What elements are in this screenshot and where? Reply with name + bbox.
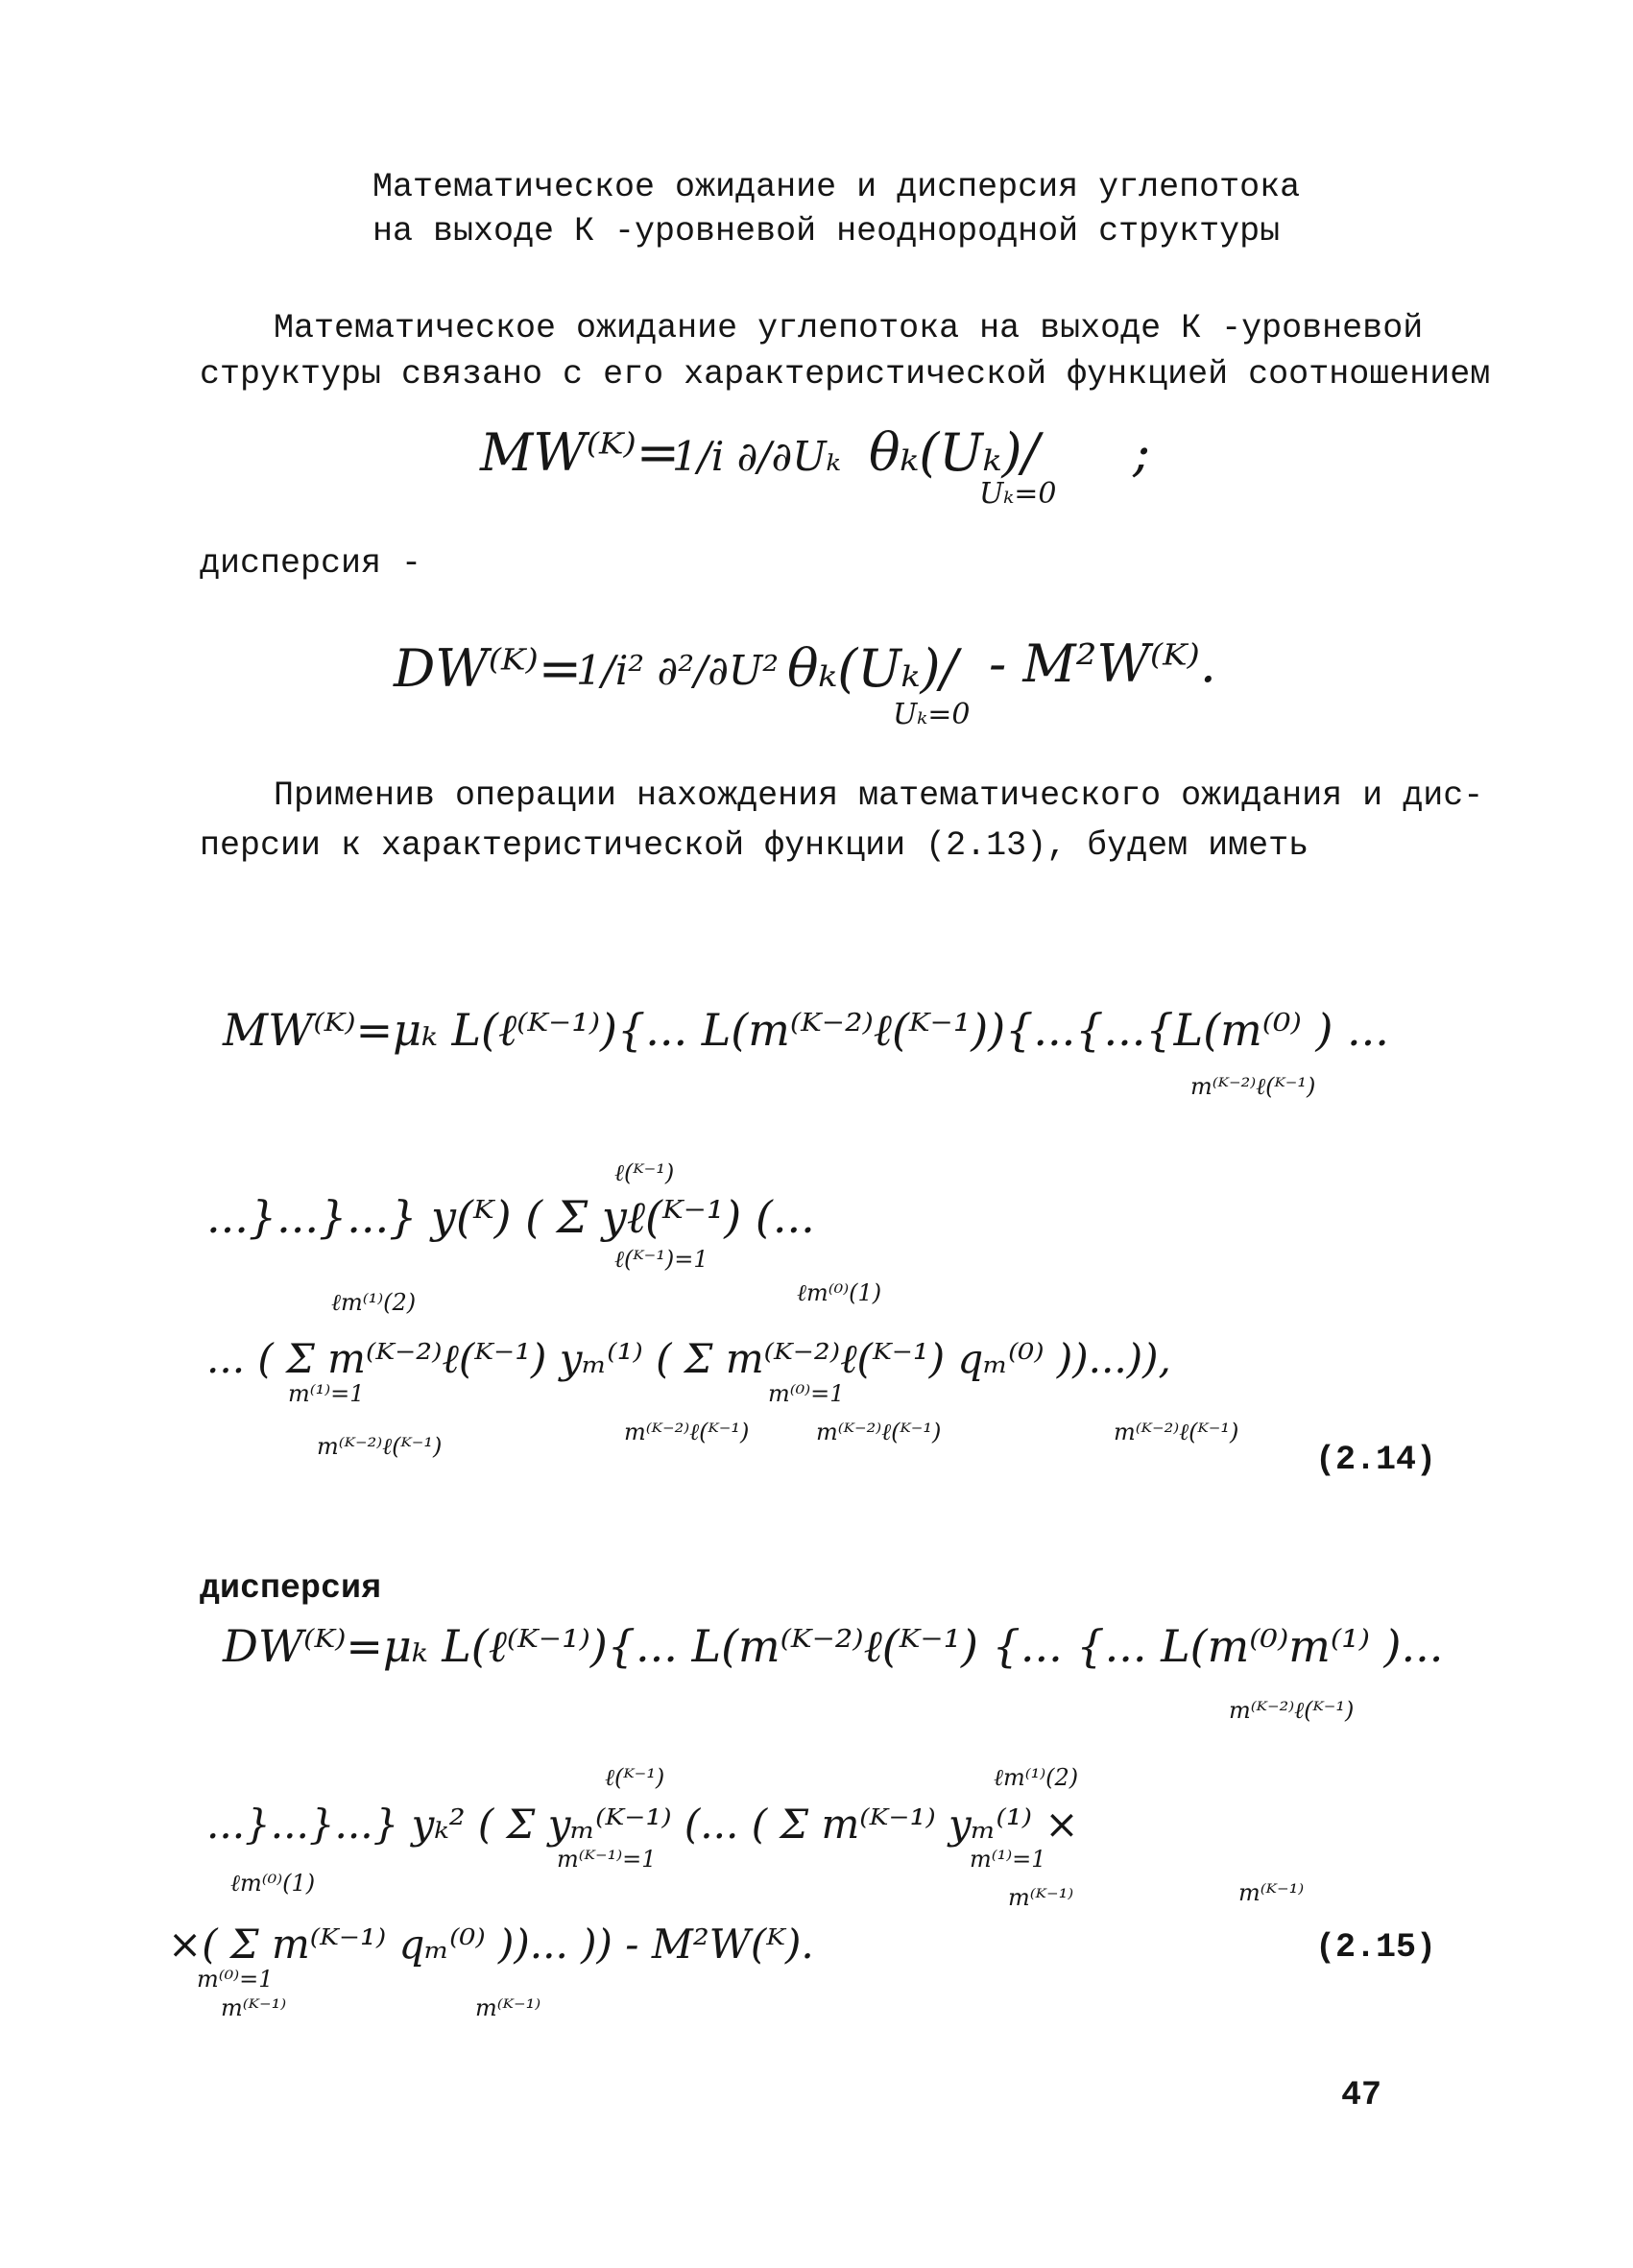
section-title-line-1: Математическое ожидание и дисперсия углепотока — [372, 168, 1301, 206]
formula-disp-tail: - M²W⁽ᴷ⁾. — [989, 633, 1216, 694]
eq214-row3-sub2: m⁽⁰⁾=1 — [768, 1380, 845, 1407]
formula-mean-subscript: Uₖ=0 — [979, 477, 1057, 511]
eq214-row4-d: m⁽ᴷ⁻²⁾ℓ(ᴷ⁻¹) — [1114, 1419, 1239, 1445]
formula-mean-punct: ; — [1133, 422, 1151, 483]
formula-mean-body: θₖ(Uₖ)/ — [869, 422, 1040, 483]
eq215-row2-sub2: m⁽¹⁾=1 — [970, 1846, 1046, 1873]
eq215-number: (2.15) — [1315, 1928, 1437, 1967]
eq214-row2-sub: ℓ(ᴷ⁻¹)=1 — [614, 1246, 708, 1273]
formula-disp-fraction: 1/i² ∂²/∂U² — [576, 647, 780, 694]
eq215-row3-sub: m⁽⁰⁾=1 — [197, 1966, 274, 1993]
eq215-row3-sup: ℓm⁽⁰⁾(1) — [230, 1870, 316, 1897]
paragraph-1-line-2: структуры связано с его характеристической функцией соотношением — [200, 355, 1491, 394]
eq215-row2-sup1: ℓ(ᴷ⁻¹) — [605, 1764, 665, 1791]
eq214-row3-sup1: ℓm⁽¹⁾(2) — [331, 1289, 417, 1316]
paragraph-1-line-1: Математическое ожидание углепотока на выходе К -уровневой — [274, 309, 1424, 347]
eq214-row4-a: m⁽ᴷ⁻²⁾ℓ(ᴷ⁻¹) — [317, 1433, 443, 1460]
formula-disp-lhs: DW⁽ᴷ⁾= — [394, 638, 582, 699]
formula-mean-fraction: 1/i ∂/∂Uₖ — [672, 433, 841, 480]
eq215-row2-sup2: ℓm⁽¹⁾(2) — [994, 1764, 1079, 1791]
eq215-row1-sub: m⁽ᴷ⁻²⁾ℓ(ᴷ⁻¹) — [1229, 1697, 1355, 1724]
formula-disp-body: θₖ(Uₖ)/ — [787, 638, 958, 699]
section-title-line-2: на выходе К -уровневой неоднородной структуры — [372, 212, 1281, 251]
paragraph-2-line-1: Применив операции нахождения математического ожидания и дис- — [274, 776, 1484, 815]
eq215-row2-below2: m⁽ᴷ⁻¹⁾ — [1238, 1879, 1305, 1906]
eq214-row4-b: m⁽ᴷ⁻²⁾ℓ(ᴷ⁻¹) — [624, 1419, 750, 1445]
eq214-row1-sub: m⁽ᴷ⁻²⁾ℓ(ᴷ⁻¹) — [1190, 1073, 1316, 1100]
formula-mean-lhs: MW⁽ᴷ⁾= — [480, 422, 680, 483]
label-dispersion-1: дисперсия - — [200, 544, 422, 583]
eq215-row1: DW⁽ᴷ⁾=μₖ L(ℓ⁽ᴷ⁻¹⁾){... L(m⁽ᴷ⁻²⁾ℓ(ᴷ⁻¹) {... {... L(m⁽⁰⁾m⁽¹⁾ )... — [223, 1620, 1444, 1672]
eq214-row2-sup: ℓ(ᴷ⁻¹) — [614, 1159, 675, 1186]
eq215-row4-b: m⁽ᴷ⁻¹⁾ — [475, 1994, 541, 2021]
page-number: 47 — [1341, 2076, 1382, 2114]
paragraph-2-line-2: персии к характеристической функции (2.13), будем иметь — [200, 826, 1309, 865]
eq215-row2: ...}...}...} yₖ² ( Σ yₘ⁽ᴷ⁻¹⁾ (... ( Σ m⁽ᴷ⁻¹⁾ yₘ⁽¹⁾ × — [206, 1801, 1079, 1848]
eq214-row1: MW⁽ᴷ⁾=μₖ L(ℓ⁽ᴷ⁻¹⁾){... L(m⁽ᴷ⁻²⁾ℓ(ᴷ⁻¹)){...{...{L(m⁽⁰⁾ ) ... — [223, 1004, 1389, 1056]
eq214-row2: ...}...}...} y(ᴷ) ( Σ yℓ(ᴷ⁻¹) (... — [206, 1191, 815, 1243]
eq215-row2-below1: m⁽ᴷ⁻¹⁾ — [1008, 1884, 1074, 1911]
eq214-row3-sup2: ℓm⁽⁰⁾(1) — [797, 1279, 882, 1306]
eq214-row3-sub1: m⁽¹⁾=1 — [288, 1380, 365, 1407]
formula-disp-subscript: Uₖ=0 — [893, 698, 971, 731]
eq214-number: (2.14) — [1315, 1441, 1437, 1479]
eq214-row4-c: m⁽ᴷ⁻²⁾ℓ(ᴷ⁻¹) — [816, 1419, 942, 1445]
eq215-row3: ×( Σ m⁽ᴷ⁻¹⁾ qₘ⁽⁰⁾ ))... )) - M²W(ᴷ). — [168, 1921, 814, 1968]
eq215-row4-a: m⁽ᴷ⁻¹⁾ — [221, 1994, 287, 2021]
label-dispersion-2: дисперсия — [200, 1569, 382, 1608]
eq215-row2-sub1: m⁽ᴷ⁻¹⁾=1 — [557, 1846, 657, 1873]
eq214-row3: ... ( Σ m⁽ᴷ⁻²⁾ℓ(ᴷ⁻¹) yₘ⁽¹⁾ ( Σ m⁽ᴷ⁻²⁾ℓ(ᴷ⁻¹) qₘ⁽⁰⁾ ))...)), — [206, 1335, 1171, 1382]
